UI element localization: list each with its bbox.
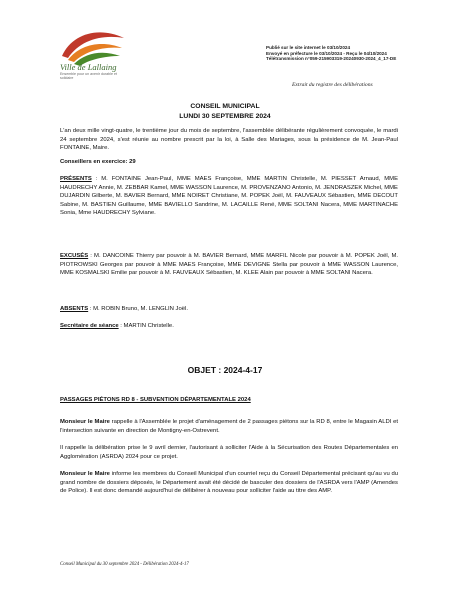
paragraph-3-lead: Monsieur le Maire xyxy=(60,471,110,477)
council-title: CONSEIL MUNICIPAL xyxy=(190,103,260,110)
city-slogan: Ensemble pour un avenir durable et solidaire xyxy=(60,72,117,81)
excuses-paragraph xyxy=(60,252,398,278)
excuses-label: EXCUSÉS xyxy=(60,253,89,259)
paragraph-1-lead: Monsieur le Maire xyxy=(60,419,110,425)
stamp-line-transmission: Télétransmission n°059-215903319-20240930-2024_4_17-DE xyxy=(266,56,397,62)
paragraph-1-text: rappelle à l'Assemblée le projet d'aménagement de 2 passages piétons sur la RD 8, entre le Magasin ALDI et l'intersection suivante en direction de Montigny-en-Ostrevent. xyxy=(60,419,398,434)
conseillers-line xyxy=(60,158,398,167)
paragraph-3-text: informe les membres du Conseil Municipal d'un courriel reçu du Conseil Départemental précisant qu'au vu du grand nombre de dossiers déposés, le Département avait été décidé de basculer des dossiers de l'ASRDA vers l'AMP (Amendes de Police). Il est donc demandé aujourd'hui de délibérer à nouveau pour solliciter l'aide au titre des AMP. xyxy=(60,471,399,495)
absents-text: : M. ROBIN Bruno, M. LENGLIN Joël. xyxy=(88,306,188,312)
paragraph-3 xyxy=(60,470,398,496)
meeting-date: LUNDI 30 SEPTEMBRE 2024 xyxy=(179,113,271,120)
secretaire-line xyxy=(60,322,398,331)
secretaire-label: Secrétaire de séance xyxy=(60,323,119,329)
stamp-line-sent: Envoyé en préfecture le 03/10/2024 - Reçu le 04/10/2024 xyxy=(266,50,387,56)
absents-line xyxy=(60,305,398,314)
paragraph-1 xyxy=(60,418,398,435)
page-footer: Conseil Municipal du 30 septembre 2024 - Délibération 2024-4-17 xyxy=(60,562,189,567)
conseillers-value: : 29 xyxy=(125,159,136,165)
intro-paragraph: L'an deux mille vingt-quatre, le trentième jour du mois de septembre, l'assemblée délibérante régulièrement convoquée, le mardi 24 septembre 2024, s'est réunie au nombre prescrit par la loi, à Salle des Mariages, sous la présidence de M. Jean-Paul FONTAINE, Maire. xyxy=(60,128,398,152)
conseillers-label: Conseillers en exercice xyxy=(60,159,126,165)
paragraph-2: Il rappelle la délibération prise le 9 avril dernier, l'autorisant à solliciter l'Aide à la Sécurisation des Routes Départementales en Agglomération (ASRDA) 2024 pour ce projet. xyxy=(60,445,398,460)
objet-heading: OBJET : 2024-4-17 xyxy=(187,365,263,375)
absents-label: ABSENTS xyxy=(60,306,89,312)
city-name: Ville de Lallaing xyxy=(60,62,117,72)
transmission-stamp xyxy=(266,45,396,62)
presents-text: : M. FONTAINE Jean-Paul, MME MAES Françoise, MME MARTIN Christelle, M. PIESSET Arnaud, MME HAUDRECHY Annie, M. ZEBBAR Kamel, MME WASSON Laurence, M. PROVENZANO Antonio, M. JENDRASZEK Michel, MME DUJARDIN Gilberte, M. BAVIER Bernard, MME NOIRET Christiane, M. POPEK Joël, M. FAUVEAUX Sébastien, MME DECOUT Sabine, M. BASTIEN Guillaume, MME BAVIELLO Sandrine, M. LACAILLE René, MME SOLTANI Nacera, MME MARTINACHE Sonia, Mme HAUDRECHY Sylviane. xyxy=(60,176,398,217)
secretaire-text: : MARTIN Christelle. xyxy=(118,323,174,329)
subject-title: PASSAGES PIÉTONS RD 8 - SUBVENTION DÉPARTEMENTALE 2024 xyxy=(60,397,251,403)
stamp-line-published: Publié sur le site internet le 03/10/2024 xyxy=(266,45,351,50)
presents-label: PRÉSENTS xyxy=(60,176,92,182)
excuses-text: : M. DANCOINE Thierry par pouvoir à M. BAVIER Bernard, MME MARFIL Nicole par pouvoir à M. POPEK Joël, M. PIOTROWSKI Georges par pouvoir à MME MAES Françoise, MME DEVIGNE Stella par pouvoir à MME WASSON Laurence, MME KOSMALSKI Emilie par pouvoir à M. FAUVEAUX Sébastien, M. KLEE Alain par pouvoir à MME SOLTANI Nacera. xyxy=(60,253,398,277)
extract-label: Extrait du registre des délibérations xyxy=(292,82,373,88)
subject-line xyxy=(60,396,398,405)
presents-paragraph xyxy=(60,175,398,218)
